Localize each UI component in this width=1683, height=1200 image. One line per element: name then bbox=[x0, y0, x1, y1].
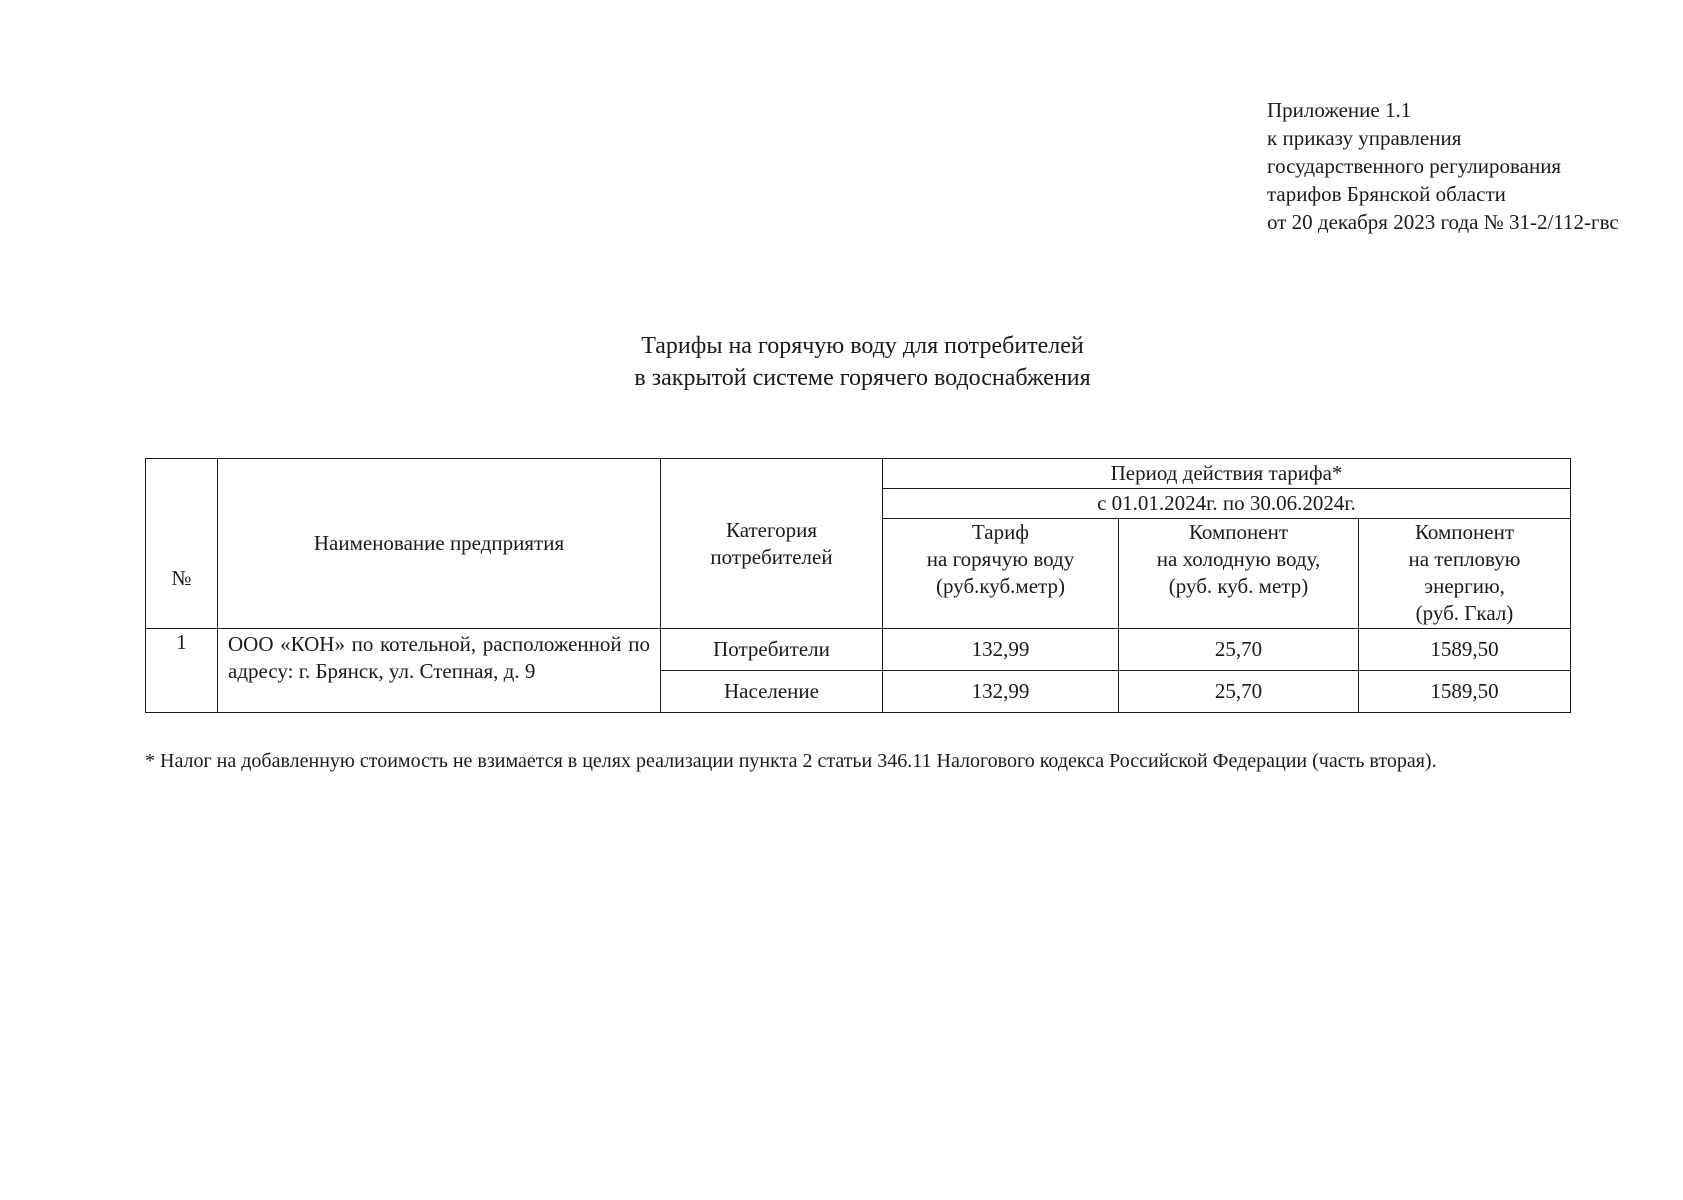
table-row bbox=[146, 629, 1571, 671]
row-cold: 25,70 bbox=[1119, 629, 1359, 671]
header-number: № bbox=[146, 459, 218, 629]
header-cold-line-2: на холодную воду, bbox=[1156, 547, 1321, 571]
title-line-1: Тарифы на горячую воду для потребителей bbox=[641, 333, 1084, 359]
header-cold bbox=[1119, 519, 1359, 629]
header-enterprise: Наименование предприятия bbox=[218, 459, 661, 629]
row-tariff: 132,99 bbox=[883, 671, 1119, 713]
appendix-line-2: к приказу управления bbox=[1267, 126, 1462, 150]
row-number: 1 bbox=[146, 629, 218, 713]
header-dates: с 01.01.2024г. по 30.06.2024г. bbox=[883, 489, 1571, 519]
header-category-line-2: потребителей bbox=[710, 544, 833, 569]
header-heat-line-4: (руб. Гкал) bbox=[1415, 601, 1514, 625]
row-cold: 25,70 bbox=[1119, 671, 1359, 713]
header-cold-line-1: Компонент bbox=[1188, 520, 1289, 544]
footnote: * Налог на добавленную стоимость не взимается в целях реализации пункта 2 статьи 346.11 Налогового кодекса Российской Федерации (часть вторая). bbox=[145, 750, 1437, 772]
tariffs-table bbox=[145, 458, 1571, 713]
header-heat-line-2: на тепловую bbox=[1408, 547, 1521, 571]
row-category: Население bbox=[661, 671, 883, 713]
header-heat bbox=[1359, 519, 1571, 629]
header-tariff-line-2: на горячую воду bbox=[926, 547, 1075, 571]
appendix-line-1: Приложение 1.1 bbox=[1267, 98, 1412, 122]
header-tariff bbox=[883, 519, 1119, 629]
document-title bbox=[0, 330, 1683, 394]
header-category bbox=[661, 459, 883, 629]
header-tariff-line-3: (руб.куб.метр) bbox=[936, 574, 1065, 598]
appendix-line-3: государственного регулирования bbox=[1267, 154, 1562, 178]
header-period: Период действия тарифа* bbox=[883, 459, 1571, 489]
title-line-2: в закрытой системе горячего водоснабжения bbox=[634, 365, 1091, 391]
appendix-line-4: тарифов Брянской области bbox=[1267, 182, 1506, 206]
header-heat-line-3: энергию, bbox=[1424, 574, 1505, 598]
header-tariff-line-1: Тариф bbox=[972, 520, 1029, 544]
row-heat: 1589,50 bbox=[1359, 629, 1571, 671]
header-cold-line-3: (руб. куб. метр) bbox=[1168, 574, 1309, 598]
header-heat-line-1: Компонент bbox=[1414, 520, 1515, 544]
header-category-line-1: Категория bbox=[726, 517, 817, 542]
appendix-line-5: от 20 декабря 2023 года № 31-2/112-гвс bbox=[1267, 210, 1619, 234]
row-enterprise: ООО «КОН» по котельной, расположенной по адресу: г. Брянск, ул. Степная, д. 9 bbox=[218, 629, 661, 713]
appendix-header bbox=[1267, 96, 1619, 236]
row-heat: 1589,50 bbox=[1359, 671, 1571, 713]
row-category: Потребители bbox=[661, 629, 883, 671]
row-tariff: 132,99 bbox=[883, 629, 1119, 671]
